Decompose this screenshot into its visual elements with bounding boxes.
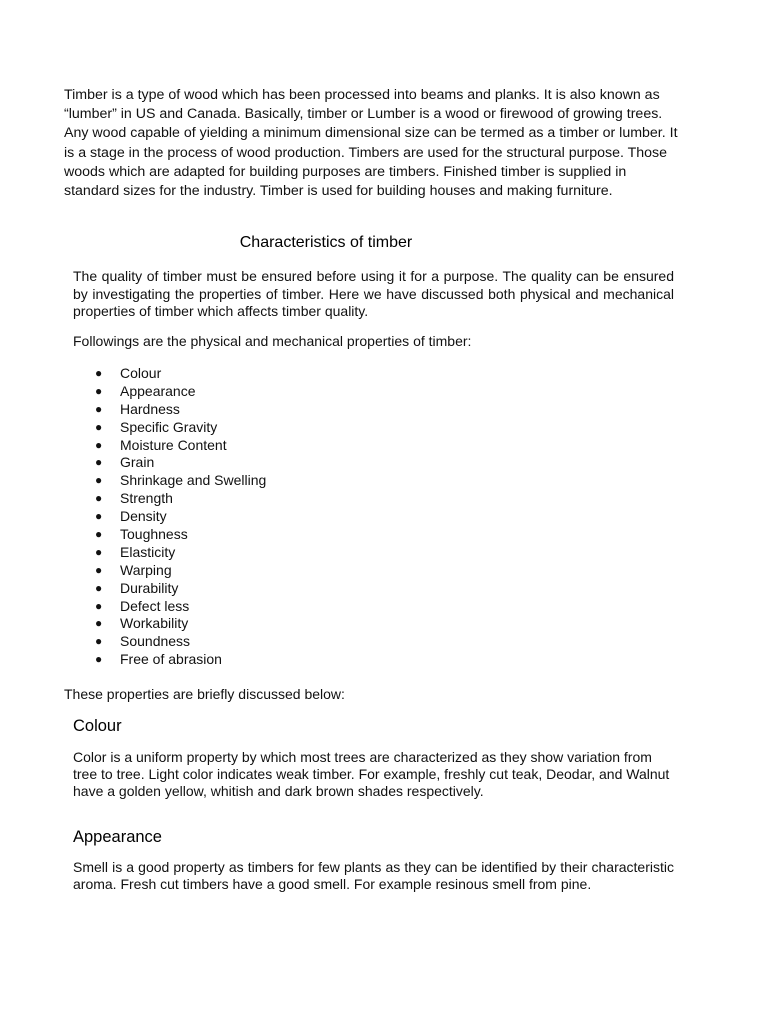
list-item: ● Specific Gravity xyxy=(95,418,218,435)
bullet-icon: ● xyxy=(95,437,103,452)
bullet-icon: ● xyxy=(95,383,103,398)
list-item: ● Soundness xyxy=(95,633,191,650)
bullet-icon: ● xyxy=(95,580,103,595)
bullet-icon: ● xyxy=(95,401,103,416)
list-item: ● Grain xyxy=(95,454,155,471)
bullet-icon: ● xyxy=(95,366,103,380)
bullet-icon: ● xyxy=(95,544,103,559)
list-item: ● Free of abrasion xyxy=(95,651,222,668)
bullet-icon: ● xyxy=(95,652,103,667)
appearance-heading: Appearance xyxy=(73,828,162,846)
properties-list-intro: Followings are the physical and mechanical properties of timber: xyxy=(73,333,472,349)
list-item: ● Moisture Content xyxy=(95,436,227,453)
bullet-icon: ● xyxy=(95,562,103,577)
list-item: ● Hardness xyxy=(95,400,180,417)
bullet-icon: ● xyxy=(95,509,103,524)
list-item: ● Strength xyxy=(95,490,173,507)
colour-heading: Colour xyxy=(73,717,122,735)
list-item: ● Warping xyxy=(95,561,172,578)
appearance-paragraph: Smell is a good property as timbers for few plants as they can be identified by their characteristic aroma. Fresh cut timbers have a good smell. For example resinous smell from pine. xyxy=(73,859,674,893)
intro-paragraph: Timber is a type of wood which has been processed into beams and planks. It is also known as “lumber” in US and Canada. Basically, timber or Lumber is a wood or firewood of growing trees. Any wood capable of yielding a minimum dimensional size can be termed as a timber or lumber. It is a stage in the process of wood production. Timbers are used for the structural purpose. Those woods which are adapted for building purposes are timbers. Finished timber is supplied in standard sizes for the industry. Timber is used for building houses and making furniture. xyxy=(64,87,678,200)
bullet-icon: ● xyxy=(95,473,103,488)
list-item: ● Shrinkage and Swelling xyxy=(95,472,267,489)
list-item: ● Workability xyxy=(95,615,189,632)
properties-list xyxy=(95,365,266,669)
bullet-icon: ● xyxy=(95,634,103,649)
bullet-icon: ● xyxy=(95,527,103,542)
list-item: ● Elasticity xyxy=(95,543,176,560)
list-item: ● Appearance xyxy=(95,382,196,399)
discussed-intro: These properties are briefly discussed below: xyxy=(64,686,345,702)
list-item: ● Colour xyxy=(95,365,162,381)
bullet-icon: ● xyxy=(95,491,103,506)
colour-paragraph: Color is a uniform property by which most trees are characterized as they show variation from tree to tree. Light color indicates weak timber. For example, freshly cut teak, Deodar, and Walnut have a golden yellow, whitish and dark brown shades respectively. xyxy=(73,749,670,800)
quality-paragraph: The quality of timber must be ensured before using it for a purpose. The quality can be ensured by investigating the properties of timber. Here we have discussed both physical and mechanical properties of timber which affects timber quality. xyxy=(73,268,674,320)
list-item: ● Durability xyxy=(95,579,179,596)
bullet-icon: ● xyxy=(95,419,103,434)
bullet-icon: ● xyxy=(95,455,103,470)
bullet-icon: ● xyxy=(95,616,103,631)
list-item: ● Density xyxy=(95,508,167,525)
characteristics-heading: Characteristics of timber xyxy=(239,234,413,251)
bullet-icon: ● xyxy=(95,598,103,613)
list-item: ● Defect less xyxy=(95,597,190,614)
list-item: ● Toughness xyxy=(95,526,188,543)
